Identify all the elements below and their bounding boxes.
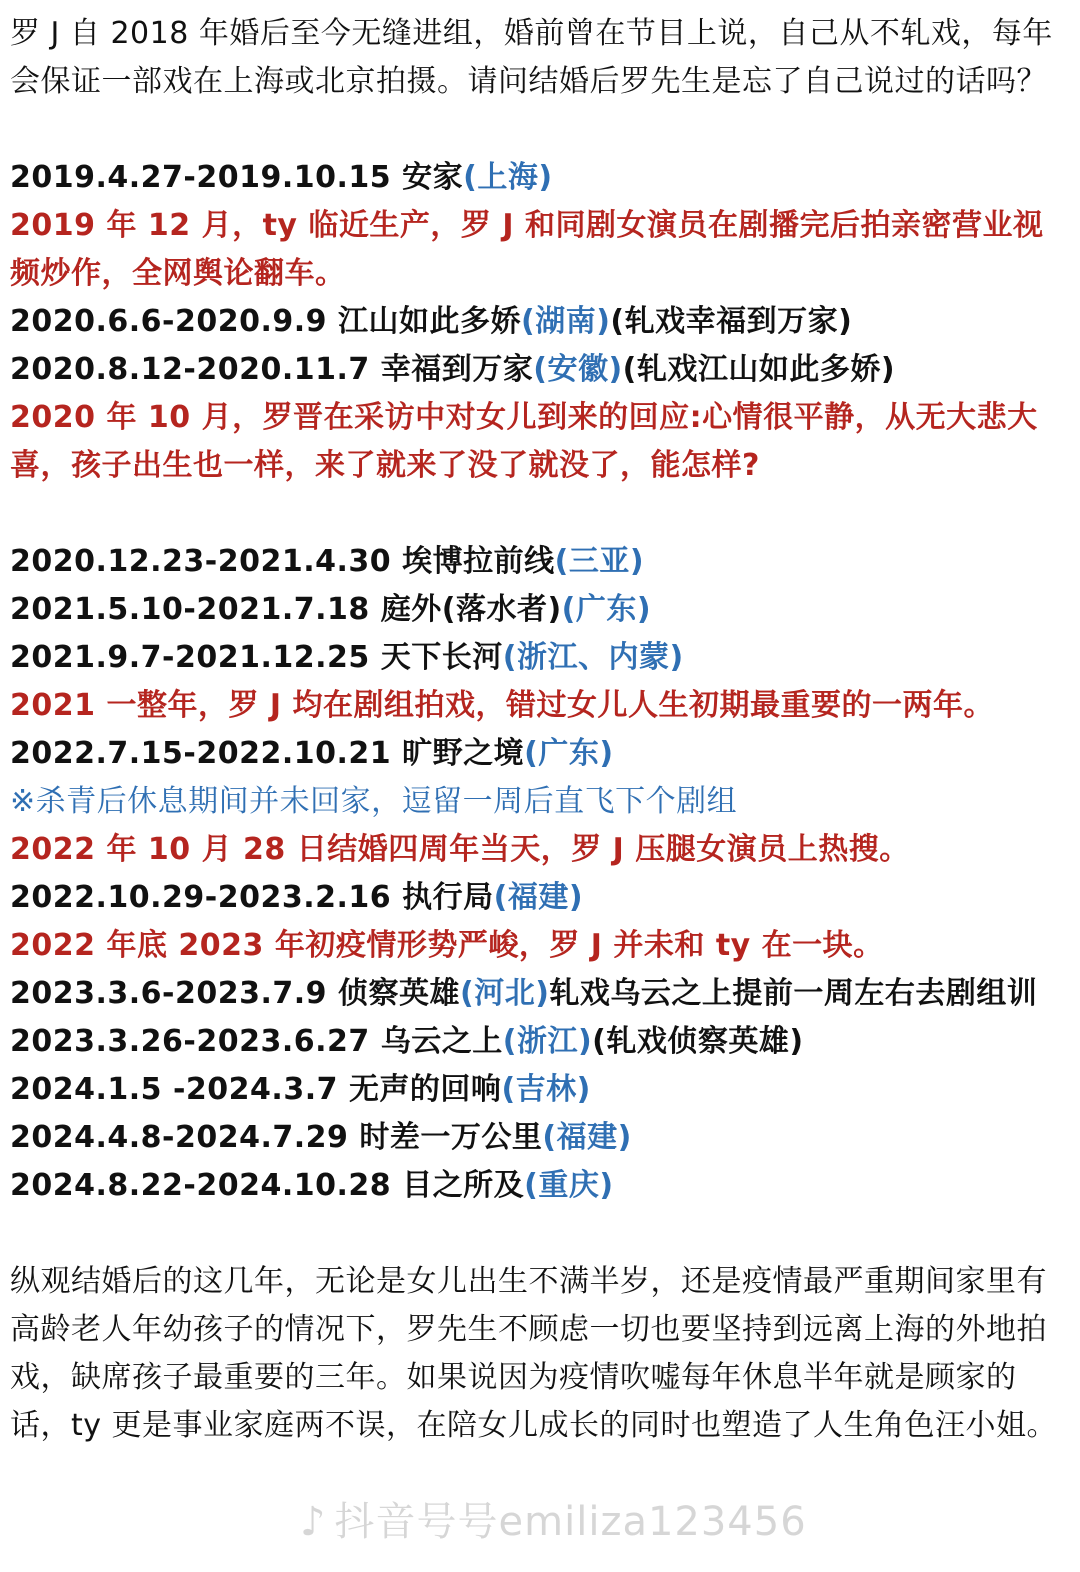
intro-paragraph: 罗 J 自 2018 年婚后至今无缝进组，婚前曾在节目上说，自己从不轧戏，每年会保证一部戏在上海或北京拍摄。请问结婚后罗先生是忘了自己说过的话吗？ xyxy=(10,16,1053,99)
entry-place: (广东) xyxy=(524,736,614,771)
entry-row xyxy=(10,346,1072,394)
spacer xyxy=(10,1210,1072,1258)
entry-row xyxy=(10,1114,1072,1162)
entry-place: (河北) xyxy=(459,976,550,1011)
entry-row xyxy=(10,730,1072,778)
entry-row xyxy=(10,970,1072,1018)
entry-row xyxy=(10,634,1072,682)
entry-row xyxy=(10,1018,1072,1066)
entry-title: 安家 xyxy=(402,160,464,195)
entry-date: 2020.8.12-2020.11.7 xyxy=(10,352,370,387)
entry-note: (轧戏江山如此多娇) xyxy=(622,352,896,387)
conclusion-paragraph: 纵观结婚后的这几年，无论是女儿出生不满半岁，还是疫情最严重期间家里有高龄老人年幼孩子的情况下，罗先生不顾虑一切也要坚持到远离上海的外地拍戏，缺席孩子最重要的三年。如果说因为疫情吹嘘每年休息半年就是顾家的话，ty 更是事业家庭两不误，在陪女儿成长的同时也塑造了人生角色汪小姐。 xyxy=(10,1264,1058,1443)
entry-row xyxy=(10,1066,1072,1114)
entry-title: 江山如此多娇 xyxy=(337,304,521,339)
red-note: 2021 一整年，罗 J 均在剧组拍戏，错过女儿人生初期最重要的一两年。 xyxy=(10,688,994,723)
entry-place: (安徽) xyxy=(533,352,623,387)
entry-title: 执行局 xyxy=(402,880,494,915)
entry-title: 庭外(落水者) xyxy=(380,592,562,627)
entry-date: 2022.7.15-2022.10.21 xyxy=(10,736,392,771)
entry-place: (福建) xyxy=(493,880,584,915)
entry-date: 2023.3.26-2023.6.27 xyxy=(10,1024,370,1059)
entry-place: (上海) xyxy=(463,160,553,195)
entry-title: 幸福到万家 xyxy=(380,352,534,387)
entry-row xyxy=(10,1162,1072,1210)
entry-title: 乌云之上 xyxy=(380,1024,503,1059)
entry-title: 侦察英雄 xyxy=(337,976,460,1011)
entry-title: 天下长河 xyxy=(380,640,503,675)
watermark-text: 抖音号号emiliza123456 xyxy=(334,1499,807,1545)
entry-note: (轧戏幸福到万家) xyxy=(610,304,853,339)
entry-place: (重庆) xyxy=(524,1168,614,1203)
entry-place: (吉林) xyxy=(501,1072,591,1107)
entry-title: 埃博拉前线 xyxy=(402,544,555,579)
spacer xyxy=(10,490,1072,538)
entry-date: 2024.1.5 -2024.3.7 xyxy=(10,1072,338,1107)
entry-row xyxy=(10,298,1072,346)
entry-date: 2023.3.6-2023.7.9 xyxy=(10,976,328,1011)
entry-date: 2024.4.8-2024.7.29 xyxy=(10,1120,349,1155)
red-note: 2022 年 10 月 28 日结婚四周年当天，罗 J 压腿女演员上热搜。 xyxy=(10,832,910,867)
document-body xyxy=(10,10,1072,1450)
entry-place: (三亚) xyxy=(554,544,645,579)
entry-note: (轧戏侦察英雄) xyxy=(592,1024,804,1059)
entry-row xyxy=(10,874,1072,922)
entry-date: 2024.8.22-2024.10.28 xyxy=(10,1168,392,1203)
entry-title: 旷野之境 xyxy=(402,736,525,771)
entry-place: (广东) xyxy=(561,592,652,627)
entry-place: (浙江、内蒙) xyxy=(502,640,684,675)
entry-place: (湖南) xyxy=(520,304,611,339)
blue-note: ※杀青后休息期间并未回家，逗留一周后直飞下个剧组 xyxy=(10,784,738,819)
entry-row xyxy=(10,538,1072,586)
entry-date: 2021.5.10-2021.7.18 xyxy=(10,592,370,627)
entry-title: 无声的回响 xyxy=(348,1072,502,1107)
entry-note: 轧戏乌云之上提前一周左右去剧组训 xyxy=(549,976,1038,1011)
entry-date: 2020.12.23-2021.4.30 xyxy=(10,544,392,579)
red-note: 2022 年底 2023 年初疫情形势严峻，罗 J 并未和 ty 在一块。 xyxy=(10,928,884,963)
douyin-logo-icon: ♪ xyxy=(300,1499,327,1545)
entry-date: 2022.10.29-2023.2.16 xyxy=(10,880,392,915)
entry-row xyxy=(10,586,1072,634)
entry-date: 2019.4.27-2019.10.15 xyxy=(10,160,392,195)
watermark xyxy=(300,1490,807,1547)
entry-title: 目之所及 xyxy=(402,1168,525,1203)
red-note: 2019 年 12 月，ty 临近生产，罗 J 和同剧女演员在剧播完后拍亲密营业视频炒作，全网舆论翻车。 xyxy=(10,208,1044,291)
red-note: 2020 年 10 月，罗晋在采访中对女儿到来的回应:心情很平静，从无大悲大喜，孩子出生也一样，来了就来了没了就没了，能怎样? xyxy=(10,400,1038,483)
entry-date: 2021.9.7-2021.12.25 xyxy=(10,640,370,675)
entry-title: 时差一万公里 xyxy=(359,1120,543,1155)
entry-place: (浙江) xyxy=(502,1024,593,1059)
entry-row xyxy=(10,154,1072,202)
entry-place: (福建) xyxy=(542,1120,632,1155)
entry-date: 2020.6.6-2020.9.9 xyxy=(10,304,328,339)
